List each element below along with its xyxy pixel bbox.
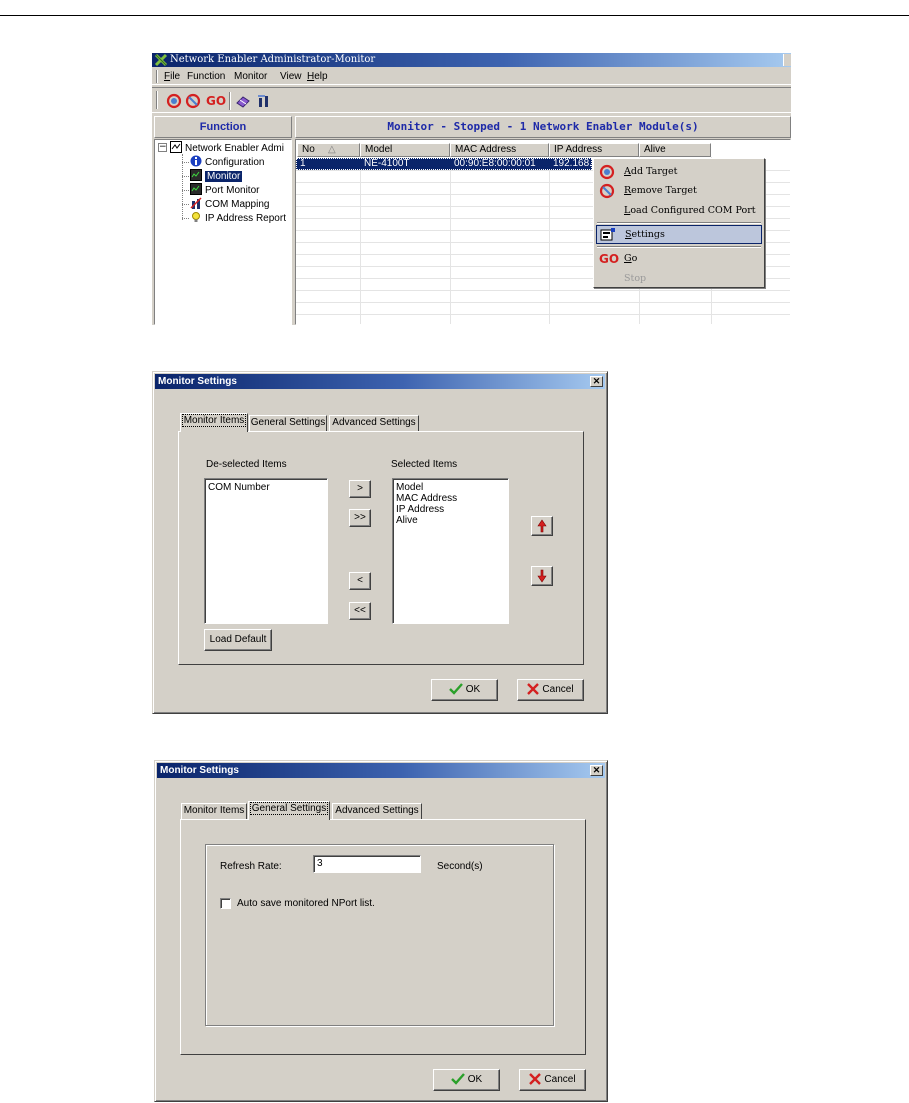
arrow-down-icon	[537, 569, 547, 583]
context-menu-stop: Stop	[624, 273, 647, 284]
add-target-icon[interactable]	[166, 93, 182, 109]
ok-button[interactable]: OK	[431, 679, 498, 701]
deselected-items-list[interactable]	[204, 478, 328, 624]
cancel-x-icon	[527, 683, 539, 695]
move-all-right-button[interactable]: >>	[349, 509, 371, 527]
com-mapping-icon	[190, 197, 202, 209]
context-menu-remove-target[interactable]: Remove Target	[596, 181, 762, 200]
window-title: Network Enabler Administrator-Monitor	[170, 54, 376, 65]
column-header-no[interactable]: No △	[297, 143, 360, 157]
page-header-rule	[0, 15, 909, 16]
dialog-title: Monitor Settings	[158, 376, 237, 387]
close-icon[interactable]: ✕	[590, 376, 603, 387]
menu-separator	[597, 246, 761, 248]
move-left-button[interactable]: <	[349, 572, 371, 590]
tree-item-configuration[interactable]: Configuration	[190, 155, 264, 169]
cell-mac-address: 00:90:E8:00:00:01	[454, 158, 536, 169]
sort-ascending-icon: △	[328, 144, 336, 155]
info-icon	[190, 155, 202, 167]
cell-no: 1	[300, 158, 306, 169]
grid-line	[450, 157, 451, 325]
lightbulb-icon	[190, 211, 202, 223]
menu-view[interactable]: View	[280, 71, 302, 82]
function-tree	[154, 139, 292, 325]
context-menu-add-target[interactable]: Add Target	[596, 162, 762, 181]
monitor-settings-dialog-general	[154, 760, 608, 1102]
menu-separator	[597, 222, 761, 224]
menu-function[interactable]: Function	[187, 71, 226, 82]
menu-help[interactable]: Help	[307, 71, 328, 82]
refresh-rate-unit: Second(s)	[437, 861, 483, 872]
tab-panel	[178, 431, 584, 665]
auto-save-checkbox[interactable]	[220, 898, 231, 909]
dialog-title: Monitor Settings	[160, 765, 239, 776]
tab-general-settings[interactable]: General Settings	[249, 415, 327, 431]
settings-icon[interactable]	[235, 93, 251, 109]
general-settings-group	[205, 844, 554, 1026]
column-header-ip-address[interactable]: IP Address	[549, 143, 639, 157]
list-item[interactable]: Model	[396, 482, 424, 493]
monitor-settings-dialog-items	[152, 371, 608, 714]
grid-line	[549, 157, 550, 325]
app-icon	[154, 53, 168, 67]
menu-monitor[interactable]: Monitor	[234, 71, 268, 82]
context-menu-go[interactable]: GO Go	[599, 252, 638, 266]
tab-advanced-settings[interactable]: Advanced Settings	[332, 803, 422, 819]
arrow-up-icon	[537, 519, 547, 533]
toolbar	[152, 87, 791, 113]
cell-model: NE-4100T	[364, 158, 410, 169]
load-default-button[interactable]: Load Default	[204, 629, 272, 651]
column-header-model[interactable]: Model	[360, 143, 450, 157]
tree-connector	[182, 154, 183, 220]
column-header-alive[interactable]: Alive	[639, 143, 711, 157]
remove-target-icon	[599, 183, 615, 199]
auto-save-label: Auto save monitored NPort list.	[237, 898, 375, 909]
cancel-button[interactable]: Cancel	[519, 1069, 586, 1091]
add-target-icon	[599, 164, 615, 180]
tree-item-monitor[interactable]: Monitor	[190, 169, 242, 183]
context-menu	[593, 158, 765, 288]
grid-line	[296, 290, 791, 291]
toolbar-grip	[156, 91, 158, 109]
grid-line	[360, 157, 361, 325]
list-item[interactable]: Alive	[396, 515, 418, 526]
grid-line	[296, 302, 791, 303]
port-monitor-icon	[190, 183, 202, 195]
monitor-panel-header: Monitor - Stopped - 1 Network Enabler Module(s)	[295, 116, 791, 138]
dialog-title-bar[interactable]	[155, 374, 605, 389]
checkmark-icon	[451, 1073, 465, 1085]
context-menu-settings[interactable]: Settings	[596, 225, 762, 244]
dialog-title-bar[interactable]	[157, 763, 605, 778]
cancel-x-icon	[529, 1073, 541, 1085]
go-icon[interactable]: GO	[206, 94, 227, 108]
list-item[interactable]: MAC Address	[396, 493, 458, 504]
move-right-button[interactable]: >	[349, 480, 371, 498]
toolbar-separator	[229, 92, 231, 110]
menu-file[interactable]: File	[164, 71, 181, 82]
tab-monitor-items[interactable]: Monitor Items	[180, 413, 248, 432]
window-title-bar[interactable]	[152, 53, 791, 67]
remove-target-icon[interactable]	[185, 93, 201, 109]
list-item[interactable]: COM Number	[208, 482, 270, 493]
tree-connector	[182, 218, 189, 219]
selected-items-list[interactable]	[392, 478, 509, 624]
tab-advanced-settings[interactable]: Advanced Settings	[329, 415, 419, 431]
title-bar-button[interactable]	[783, 54, 791, 66]
menu-bar	[152, 68, 791, 85]
list-item[interactable]: IP Address	[396, 504, 445, 515]
settings-icon	[600, 227, 616, 243]
function-panel-header: Function	[154, 116, 292, 138]
checkmark-icon	[449, 683, 463, 695]
cell-ip-address: 192.168.	[553, 158, 592, 169]
tree-item-com-mapping[interactable]: COM Mapping	[190, 197, 269, 211]
close-icon[interactable]: ✕	[590, 765, 603, 776]
deselected-items-label: De-selected Items	[206, 459, 287, 470]
ok-button[interactable]: OK	[433, 1069, 500, 1091]
tab-panel	[180, 819, 586, 1055]
tree-connector	[182, 162, 189, 163]
row-focus-rect	[296, 158, 592, 170]
tab-general-settings[interactable]: General Settings	[248, 801, 330, 820]
move-down-button[interactable]	[531, 566, 553, 586]
refresh-rate-label: Refresh Rate:	[220, 861, 282, 872]
grid-line	[296, 314, 791, 315]
tree-connector	[182, 190, 189, 191]
tree-item-ip-address-report[interactable]: IP Address Report	[190, 211, 286, 225]
refresh-rate-input[interactable]: 3	[313, 855, 421, 873]
tree-connector	[182, 204, 189, 205]
com-mapping-icon[interactable]	[256, 93, 272, 109]
tree-connector	[182, 176, 189, 177]
tree-collapse-icon[interactable]: −	[159, 142, 167, 152]
tree-item-port-monitor[interactable]: Port Monitor	[190, 183, 259, 197]
selected-items-label: Selected Items	[391, 459, 458, 470]
tab-monitor-items[interactable]: Monitor Items	[181, 803, 247, 819]
network-enabler-icon	[170, 141, 182, 153]
move-up-button[interactable]	[531, 516, 553, 536]
go-icon: GO	[599, 252, 620, 266]
context-menu-load-configured-com-port[interactable]: Load Configured COM Port	[624, 205, 756, 216]
cancel-button[interactable]: Cancel	[517, 679, 584, 701]
menu-grip	[156, 70, 158, 83]
tree-root[interactable]: Network Enabler Admi	[170, 141, 284, 155]
move-all-left-button[interactable]: <<	[349, 602, 371, 620]
column-header-mac-address[interactable]: MAC Address	[450, 143, 549, 157]
monitor-icon	[190, 169, 202, 181]
